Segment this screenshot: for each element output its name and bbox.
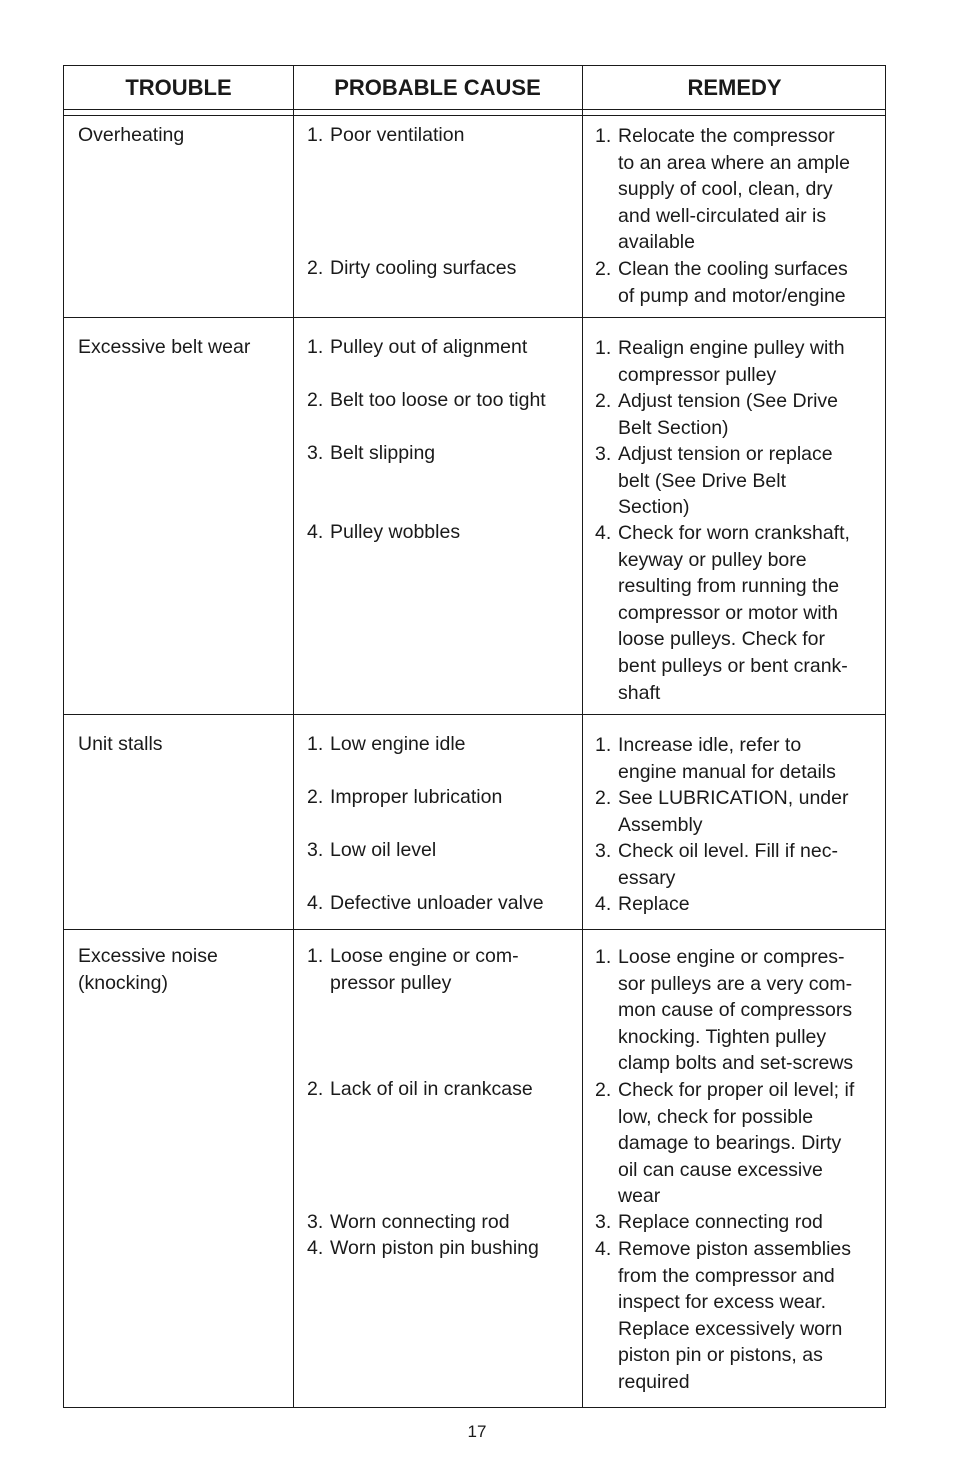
item-line: Assembly (618, 813, 703, 836)
item-number: 3. (307, 442, 324, 464)
trouble-text: (knocking) (78, 971, 168, 994)
item-text (330, 784, 502, 811)
cause-item (307, 943, 519, 996)
item-text (618, 732, 836, 785)
item-line: of pump and motor/engine (618, 284, 846, 307)
remedy-item (595, 785, 848, 838)
item-text (618, 256, 848, 309)
item-text (330, 440, 435, 467)
item-line: Loose engine or com- (330, 945, 519, 967)
trouble-text: Excessive noise (78, 945, 218, 967)
item-line: Replace (618, 893, 690, 915)
item-line: Lack of oil in crankcase (330, 1078, 533, 1100)
item-text (330, 1235, 539, 1262)
cause-item (307, 122, 464, 149)
item-text (618, 388, 838, 441)
remedy-item (595, 1236, 851, 1396)
cause-item (307, 1235, 539, 1262)
item-text (618, 123, 850, 256)
item-line: damage to bearings. Dirty (618, 1132, 842, 1155)
item-number: 4. (595, 893, 612, 915)
item-line: keyway or pulley bore (618, 548, 807, 571)
item-text (330, 890, 544, 917)
item-line: essary (618, 866, 676, 889)
cause-item (307, 890, 544, 917)
remedy-item (595, 441, 833, 521)
item-line: knocking. Tighten pulley (618, 1025, 827, 1048)
item-number: 4. (307, 521, 324, 543)
item-line: Worn connecting rod (330, 1211, 510, 1233)
item-number: 3. (595, 840, 612, 862)
item-text (618, 891, 690, 918)
item-text (618, 1236, 851, 1396)
item-line: Low oil level (330, 839, 437, 861)
item-line: and well-circulated air is (618, 204, 827, 227)
item-text (330, 731, 466, 758)
item-text (330, 837, 436, 864)
item-line: piston pin or pistons, as (618, 1344, 823, 1367)
cause-item (307, 387, 546, 414)
row-divider (64, 929, 885, 930)
item-number: 3. (307, 1211, 324, 1233)
cause-item (307, 440, 435, 467)
item-line: Relocate the compressor (618, 125, 835, 147)
remedy-item (595, 123, 850, 256)
item-line: Low engine idle (330, 733, 466, 755)
item-text (618, 838, 838, 891)
item-number: 2. (595, 787, 612, 809)
item-line: oil can cause excessive (618, 1158, 823, 1181)
item-line: Dirty cooling surfaces (330, 257, 517, 279)
item-number: 1. (595, 734, 612, 756)
item-line: shaft (618, 681, 661, 704)
item-text (330, 387, 546, 414)
item-text (618, 944, 853, 1077)
remedy-item (595, 388, 838, 441)
item-text (618, 785, 848, 838)
remedy-item (595, 732, 836, 785)
remedy-item (595, 256, 848, 309)
remedy-item (595, 891, 690, 918)
item-number: 1. (595, 125, 612, 147)
item-line: Increase idle, refer to (618, 734, 802, 756)
item-number: 4. (307, 1237, 324, 1259)
item-line: pressor pulley (330, 971, 452, 994)
item-line: Improper lubrication (330, 786, 503, 808)
item-line: low, check for possible (618, 1105, 814, 1128)
page-number: 17 (467, 1422, 487, 1441)
remedy-item (595, 838, 838, 891)
item-line: See LUBRICATION, under (618, 787, 849, 809)
header-trouble: TROUBLE (125, 75, 232, 100)
item-line: Replace connecting rod (618, 1211, 823, 1233)
item-line: to an area where an ample (618, 151, 850, 174)
item-number: 2. (307, 389, 324, 411)
item-number: 3. (307, 839, 324, 861)
item-text (618, 441, 833, 521)
troubleshooting-table (63, 65, 886, 1408)
item-line: Pulley wobbles (330, 521, 461, 543)
item-line: sor pulleys are a very com- (618, 972, 853, 995)
item-line: clamp bolts and set-screws (618, 1052, 854, 1075)
item-line: Section) (618, 496, 690, 519)
item-line: required (618, 1370, 690, 1393)
item-number: 4. (307, 892, 324, 914)
cause-item (307, 334, 527, 361)
item-line: Belt Section) (618, 416, 729, 439)
header-probable-cause: PROBABLE CAUSE (334, 75, 541, 100)
item-line: wear (618, 1185, 661, 1208)
item-number: 4. (595, 1238, 612, 1260)
item-number: 2. (595, 258, 612, 280)
remedy-item (595, 1077, 854, 1210)
item-line: inspect for excess wear. (618, 1291, 827, 1314)
item-text (330, 334, 527, 361)
item-text (618, 1209, 823, 1236)
item-line: bent pulleys or bent crank- (618, 654, 848, 677)
cause-item (307, 784, 502, 811)
item-line: belt (See Drive Belt (618, 469, 786, 492)
cause-item (307, 519, 460, 546)
cause-item (307, 255, 516, 282)
item-text (330, 519, 460, 546)
item-number: 1. (307, 945, 324, 967)
item-line: Adjust tension (See Drive (618, 390, 839, 412)
item-line: Remove piston assemblies (618, 1238, 852, 1260)
remedy-item (595, 1209, 823, 1236)
header-divider (64, 115, 885, 116)
item-line: available (618, 231, 695, 254)
column-divider (293, 66, 294, 1407)
item-line: Belt slipping (330, 442, 436, 464)
item-line: Clean the cooling surfaces (618, 258, 848, 280)
item-line: Worn piston pin bushing (330, 1237, 539, 1259)
item-number: 1. (595, 337, 612, 359)
item-number: 3. (595, 1211, 612, 1233)
row-divider (64, 317, 885, 318)
item-line: from the compressor and (618, 1264, 835, 1287)
item-text (330, 255, 516, 282)
item-text (618, 520, 850, 706)
item-line: Realign engine pulley with (618, 337, 845, 359)
cause-item (307, 837, 436, 864)
item-number: 1. (307, 124, 324, 146)
item-text (330, 122, 464, 149)
row-divider (64, 714, 885, 715)
item-line: Replace excessively worn (618, 1317, 843, 1340)
item-line: Pulley out of alignment (330, 336, 528, 358)
item-text (618, 1077, 854, 1210)
item-line: supply of cool, clean, dry (618, 178, 833, 201)
item-number: 1. (595, 946, 612, 968)
item-number: 2. (595, 1079, 612, 1101)
item-number: 2. (307, 786, 324, 808)
item-number: 2. (595, 390, 612, 412)
item-line: engine manual for details (618, 760, 836, 783)
item-number: 1. (307, 733, 324, 755)
item-line: Belt too loose or too tight (330, 389, 546, 411)
item-line: Check for worn crankshaft, (618, 522, 850, 544)
item-line: Check for proper oil level; if (618, 1079, 855, 1101)
item-number: 2. (307, 257, 324, 279)
item-number: 2. (307, 1078, 324, 1100)
item-line: compressor or motor with (618, 601, 838, 624)
cause-item (307, 731, 466, 758)
item-text (330, 1209, 510, 1236)
cause-item (307, 1209, 510, 1236)
column-divider (582, 66, 583, 1407)
trouble-text: Overheating (78, 124, 185, 146)
item-line: Check oil level. Fill if nec- (618, 840, 838, 862)
item-number: 3. (595, 443, 612, 465)
remedy-item (595, 520, 850, 706)
item-line: loose pulleys. Check for (618, 628, 826, 651)
remedy-item (595, 335, 845, 388)
item-line: compressor pulley (618, 363, 777, 386)
trouble-text: Unit stalls (78, 733, 163, 755)
item-text (330, 1076, 533, 1103)
trouble-text: Excessive belt wear (78, 336, 251, 358)
item-line: Loose engine or compres- (618, 946, 845, 968)
item-line: Poor ventilation (330, 124, 465, 146)
item-text (330, 943, 519, 996)
header-remedy: REMEDY (687, 75, 782, 100)
item-number: 4. (595, 522, 612, 544)
item-line: Defective unloader valve (330, 892, 544, 914)
item-line: mon cause of compressors (618, 999, 853, 1022)
remedy-item (595, 944, 853, 1077)
item-line: resulting from running the (618, 575, 840, 598)
header-divider (64, 109, 885, 110)
cause-item (307, 1076, 533, 1103)
item-number: 1. (307, 336, 324, 358)
item-line: Adjust tension or replace (618, 443, 833, 465)
item-text (618, 335, 845, 388)
